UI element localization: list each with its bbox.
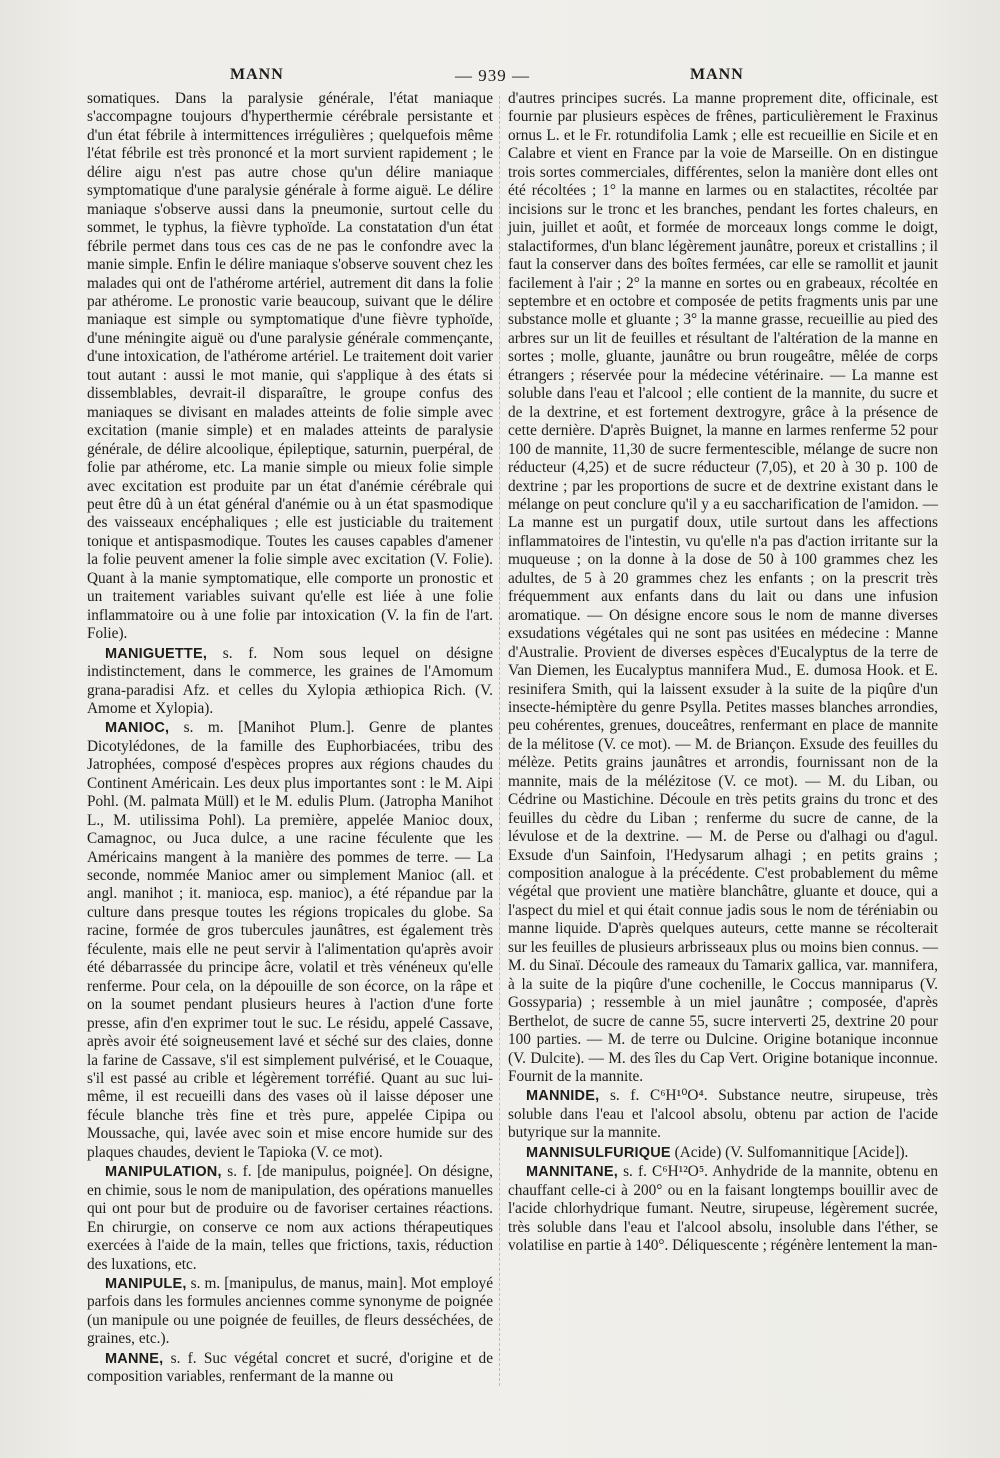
header-left-word: MANN	[230, 66, 284, 83]
entry-mannide	[508, 1087, 938, 1142]
entry-manipule	[87, 1275, 493, 1349]
entry-text: somatiques. Dans la paralysie générale, l'état maniaque s'accompagne toujours d'hyperthermie cérébrale persistante et d'un état fébrile à intermittences irrégulières ; quelquefois même l'état fébrile est très prononcé et la mort survient rapidement ; le délire aigu n'est pas autre chose qu'un délire maniaque symptomatique d'une paralysie générale à forme aiguë. Le délire maniaque s'observe aussi dans la pneumonie, surtout celle du sommet, le typhus, la fièvre typhoïde. La constatation d'un état fébrile permet dans tous ces cas de ne pas le confondre avec la manie simple. Enfin le délire maniaque s'observe souvent chez les malades qui ont de l'athérome artériel, autrement dit dans la folie par athérome. Le pronostic varie beaucoup, suivant que le délire maniaque est simple ou symptomatique d'une fièvre typhoïde, d'une méningite aiguë ou d'une paralysie générale commençante, d'une intoxication, de l'athérome artériel. Le traitement doit varier tout autant : aussi le mot manie, qui s'applique à des états si dissemblables, devrait-il disparaître, le groupe confus des maniaques se divisant en malades atteints de folie simple avec excitation (manie simple) et en malades atteints de paralysie générale, de délire alcoolique, épileptique, saturnin, puerpéral, de folie par athérome, etc. La manie simple ou mieux folie simple avec excitation est produite par un état d'anémie cérébrale qui peut être dû à un état général d'anémie ou à un état spasmodique des vaisseaux encéphaliques ; elle est justiciable du traitement tonique et antispasmodique. Toutes les causes capables d'amener la folie peuvent amener la folie simple avec excitation (V. Folie). Quant à la manie symptomatique, elle comporte un pronostic et un traitement variables suivant qu'elle est liée à une folie inflammatoire ou à une folie par intoxication (V. la fin de l'art. Folie).	[87, 90, 493, 643]
entry-headword: MANIOC,	[105, 720, 170, 737]
left-column	[87, 90, 493, 1387]
entry-headword: MANNISULFURIQUE	[526, 1144, 671, 1161]
entry-headword: MANNIDE,	[526, 1088, 600, 1105]
entry-text: s. f. Suc végétal concret et sucré, d'origine et de composition variables, renfermant de la manne ou	[87, 1349, 493, 1386]
header-right-word: MANN	[690, 66, 744, 83]
entry-mannisulfurique	[508, 1144, 938, 1162]
entry-continuation-manne	[508, 90, 938, 1086]
entry-mannitane	[508, 1163, 938, 1255]
entry-manne	[87, 1350, 493, 1387]
entry-headword: MANNITANE,	[526, 1164, 618, 1181]
entry-text: s. m. [Manihot Plum.]. Genre de plantes Dicotylédones, de la famille des Euphorbiacées, tribu des Jatrophées, composé d'espèces propres aux régions chaudes du Continent Américain. Les deux plus importantes sont : le M. Aipi Pohl. (M. palmata Müll) et le M. edulis Plum. (Jatropha Manihot L., M. utilissima Pohl). La première, appelée Manioc doux, Camagnoc, ou Juca dulce, a une racine féculente que les Américains mangent à la manière des pommes de terre. — La seconde, nommée Manioc amer ou simplement Manioc (all. et angl. manihot ; it. manioca, esp. manioc), a été répandue par la culture dans presque toutes les régions tropicales du globe. Sa racine, formée de gros tubercules jaunâtres, est également très féculente, mais elle ne peut servir à l'alimentation qu'après avoir été débarrassée du principe âcre, volatil et très vénéneux qu'elle renferme. Pour cela, on la dépouille de son écorce, on la râpe et on la soumet pendant plusieurs heures à l'action d'une forte presse, afin d'en exprimer tout le suc. Le résidu, appelé Cassave, après avoir été soigneusement lavé et séché sur des claies, donne la farine de Cassave, s'il est simplement pulvérisé, et le Couaque, s'il est passé au crible et légèrement torréfié. Quant au suc lui-même, il est recueilli dans des vases où il laisse déposer une fécule blanche très fine et très pure, appelée Cipipa ou Moussache, qui, lavée avec soin et mise encore humide sur des plaques chaudes, devient le Tapioka (V. ce mot).	[87, 719, 493, 1161]
entry-headword: MANNE,	[105, 1350, 164, 1367]
entry-manipulation	[87, 1163, 493, 1274]
entry-text: d'autres principes sucrés. La manne proprement dite, officinale, est fournie par plusieurs espèces de frênes, particulièrement le Fraxinus ornus L. et le Fr. rotundifolia Lamk ; elle est recueillie en Sicile et en Calabre et vient en France par la voie de Marseille. On en distingue trois sortes commerciales, différentes, selon la manière dont elles ont été récoltées ; 1° la manne en larmes ou en stalactites, récoltée par incisions sur le tronc et les branches, pendant les fortes chaleurs, en juin, juillet et août, et formée de morceaux longs comme le doigt, stalactiformes, d'un blanc légèrement jaunâtre, poreux et cristallins ; il faut la conserver dans des boîtes fermées, car elle se ramollit et jaunit facilement à l'air ; 2° la manne en sortes ou en grabeaux, récoltée en septembre et en octobre et composée de petits fragments unis par une substance molle et gluante ; 3° la manne grasse, recueillie au pied des arbres sur un lit de feuilles et résultant de l'altération de la manne en sortes ; molle, gluante, jaunâtre ou brun rougeâtre, mêlée de corps étrangers ; réservée pour la médecine vétérinaire. — La manne est soluble dans l'eau et l'alcool ; elle contient de la mannite, du sucre et de la dextrine, et est fortement dextrogyre, grâce à la présence de cette dernière. D'après Buignet, la manne en larmes renferme 52 pour 100 de mannite, 11,30 de sucre fermentescible, mélange de sucre non réducteur (4,25) et de sucre réducteur (7,05), et 20 à 30 p. 100 de dextrine ; par les proportions de sucre et de dextrine existant dans le mélange on peut conclure qu'il y a eu saccharification de l'amidon. — La manne est un purgatif doux, utile surtout dans les affections inflammatoires de l'intestin, vu qu'elle n'a pas d'action irritante sur la muqueuse ; on la donne à la dose de 50 à 100 grammes chez les adultes, de 5 à 20 grammes chez les enfants ; on la prescrit très fréquemment aux enfants dans du lait ou dans une infusion aromatique. — On désigne encore sous le nom de manne diverses exsudations végétales qui ne sont pas usitées en médecine : Manne d'Australie. Provient de diverses espèces d'Eucalyptus de la terre de Van Diemen, les Eucalyptus mannifera Mud., E. dumosa Hook. et E. resinifera Smith, qui la laissent exsuder à la suite de la piqûre d'un insecte-hémiptère du genre Psylla. Petites masses blanches arrondies, peu cohérentes, grenues, douceâtres, renfermant en place de mannite de la mélitose (V. ce mot). — M. de Briançon. Exsude des feuilles du mélèze. Petits grains jaunâtres et arrondis, fournissant non de la mannite, mais de la mélézitose (V. ce mot). — M. du Liban, ou Cédrine ou Mastichine. Découle en très petits grains du tronc et des feuilles du cèdre du Liban ; renferme du sucre de canne, de la lévulose et de la dextrine. — M. de Perse ou d'alhagi ou d'agul. Exsude d'un Sainfoin, l'Hedysarum alhagi ; en petits grains ; composition analogue à la précédente. C'est probablement du même végétal que provient une matière blanchâtre, gluante et douce, qui a l'aspect du miel et qui était connue jadis sous le nom de téréniabin ou manne liquide. D'après quelques auteurs, cette manne se récolterait sur les feuilles de plusieurs arbrisseaux plus ou moins bien connus. — M. du Sinaï. Découle des rameaux du Tamarix gallica, var. mannifera, à la suite de la piqûre d'une cochenille, le Coccus manniparus (V. Gossyparia) ; ressemble à un miel jaunâtre ; composée, d'après Berthelot, de sucre de canne 55, sucre interverti 25, dextrine 20 pour 100 parties. — M. de terre ou Dulcine. Origine botanique inconnue (V. Dulcite). — M. des îles du Cap Vert. Origine botanique inconnue. Fournit de la mannite.	[508, 90, 938, 1086]
page-number: — 939 —	[455, 66, 530, 85]
entry-text: s. m. [manipulus, de manus, main]. Mot employé parfois dans les formules anciennes comme synonyme de poignée (un manipule ou une poignée de feuilles, de fleurs desséchées, de graines, etc.).	[87, 1275, 493, 1348]
entry-manioc	[87, 719, 493, 1162]
entry-headword: MANIPULE,	[105, 1276, 187, 1292]
entry-maniguette	[87, 645, 493, 719]
column-divider	[499, 96, 500, 1386]
entry-headword: MANIGUETTE,	[105, 645, 208, 662]
entry-text: (Acide) (V. Sulfomannitique [Acide]).	[670, 1143, 909, 1161]
right-column	[508, 90, 938, 1256]
entry-headword: MANIPULATION,	[105, 1164, 222, 1181]
entry-text: s. f. C⁶H¹⁰O⁴. Substance neutre, sirupeuse, très soluble dans l'eau et l'alcool absolu, obtenu par action de l'acide butyrique sur la mannite.	[508, 1087, 938, 1142]
entry-text: s. f. Nom sous lequel on désigne indistinctement, dans le commerce, les graines de l'Amomum grana-paradisi Afz. et celles du Xylopia æthiopica Rich. (V. Amome et Xylopia).	[87, 644, 493, 717]
running-header	[100, 66, 940, 88]
entry-text: s. f. [de manipulus, poignée]. On désigne, en chimie, sous le nom de manipulation, des opérations manuelles qui ont pour but de produire ou de favoriser certaines réactions. En chirurgie, on conserve ce nom aux actions thérapeutiques exercées à l'aide de la main, telles que frictions, taxis, réduction des luxations, etc.	[87, 1163, 493, 1273]
entry-text: s. f. C⁶H¹²O⁵. Anhydride de la mannite, obtenu en chauffant celle-ci à 200° ou en la faisant longtemps bouillir avec de l'acide chlorhydrique fumant. Neutre, sirupeuse, légèrement sucrée, très soluble dans l'eau et l'alcool absolu, insoluble dans l'éther, se volatilise en partie à 140°. Déliquescente ; régénère lentement la man-	[508, 1163, 938, 1255]
entry-continuation-manie	[87, 90, 493, 644]
